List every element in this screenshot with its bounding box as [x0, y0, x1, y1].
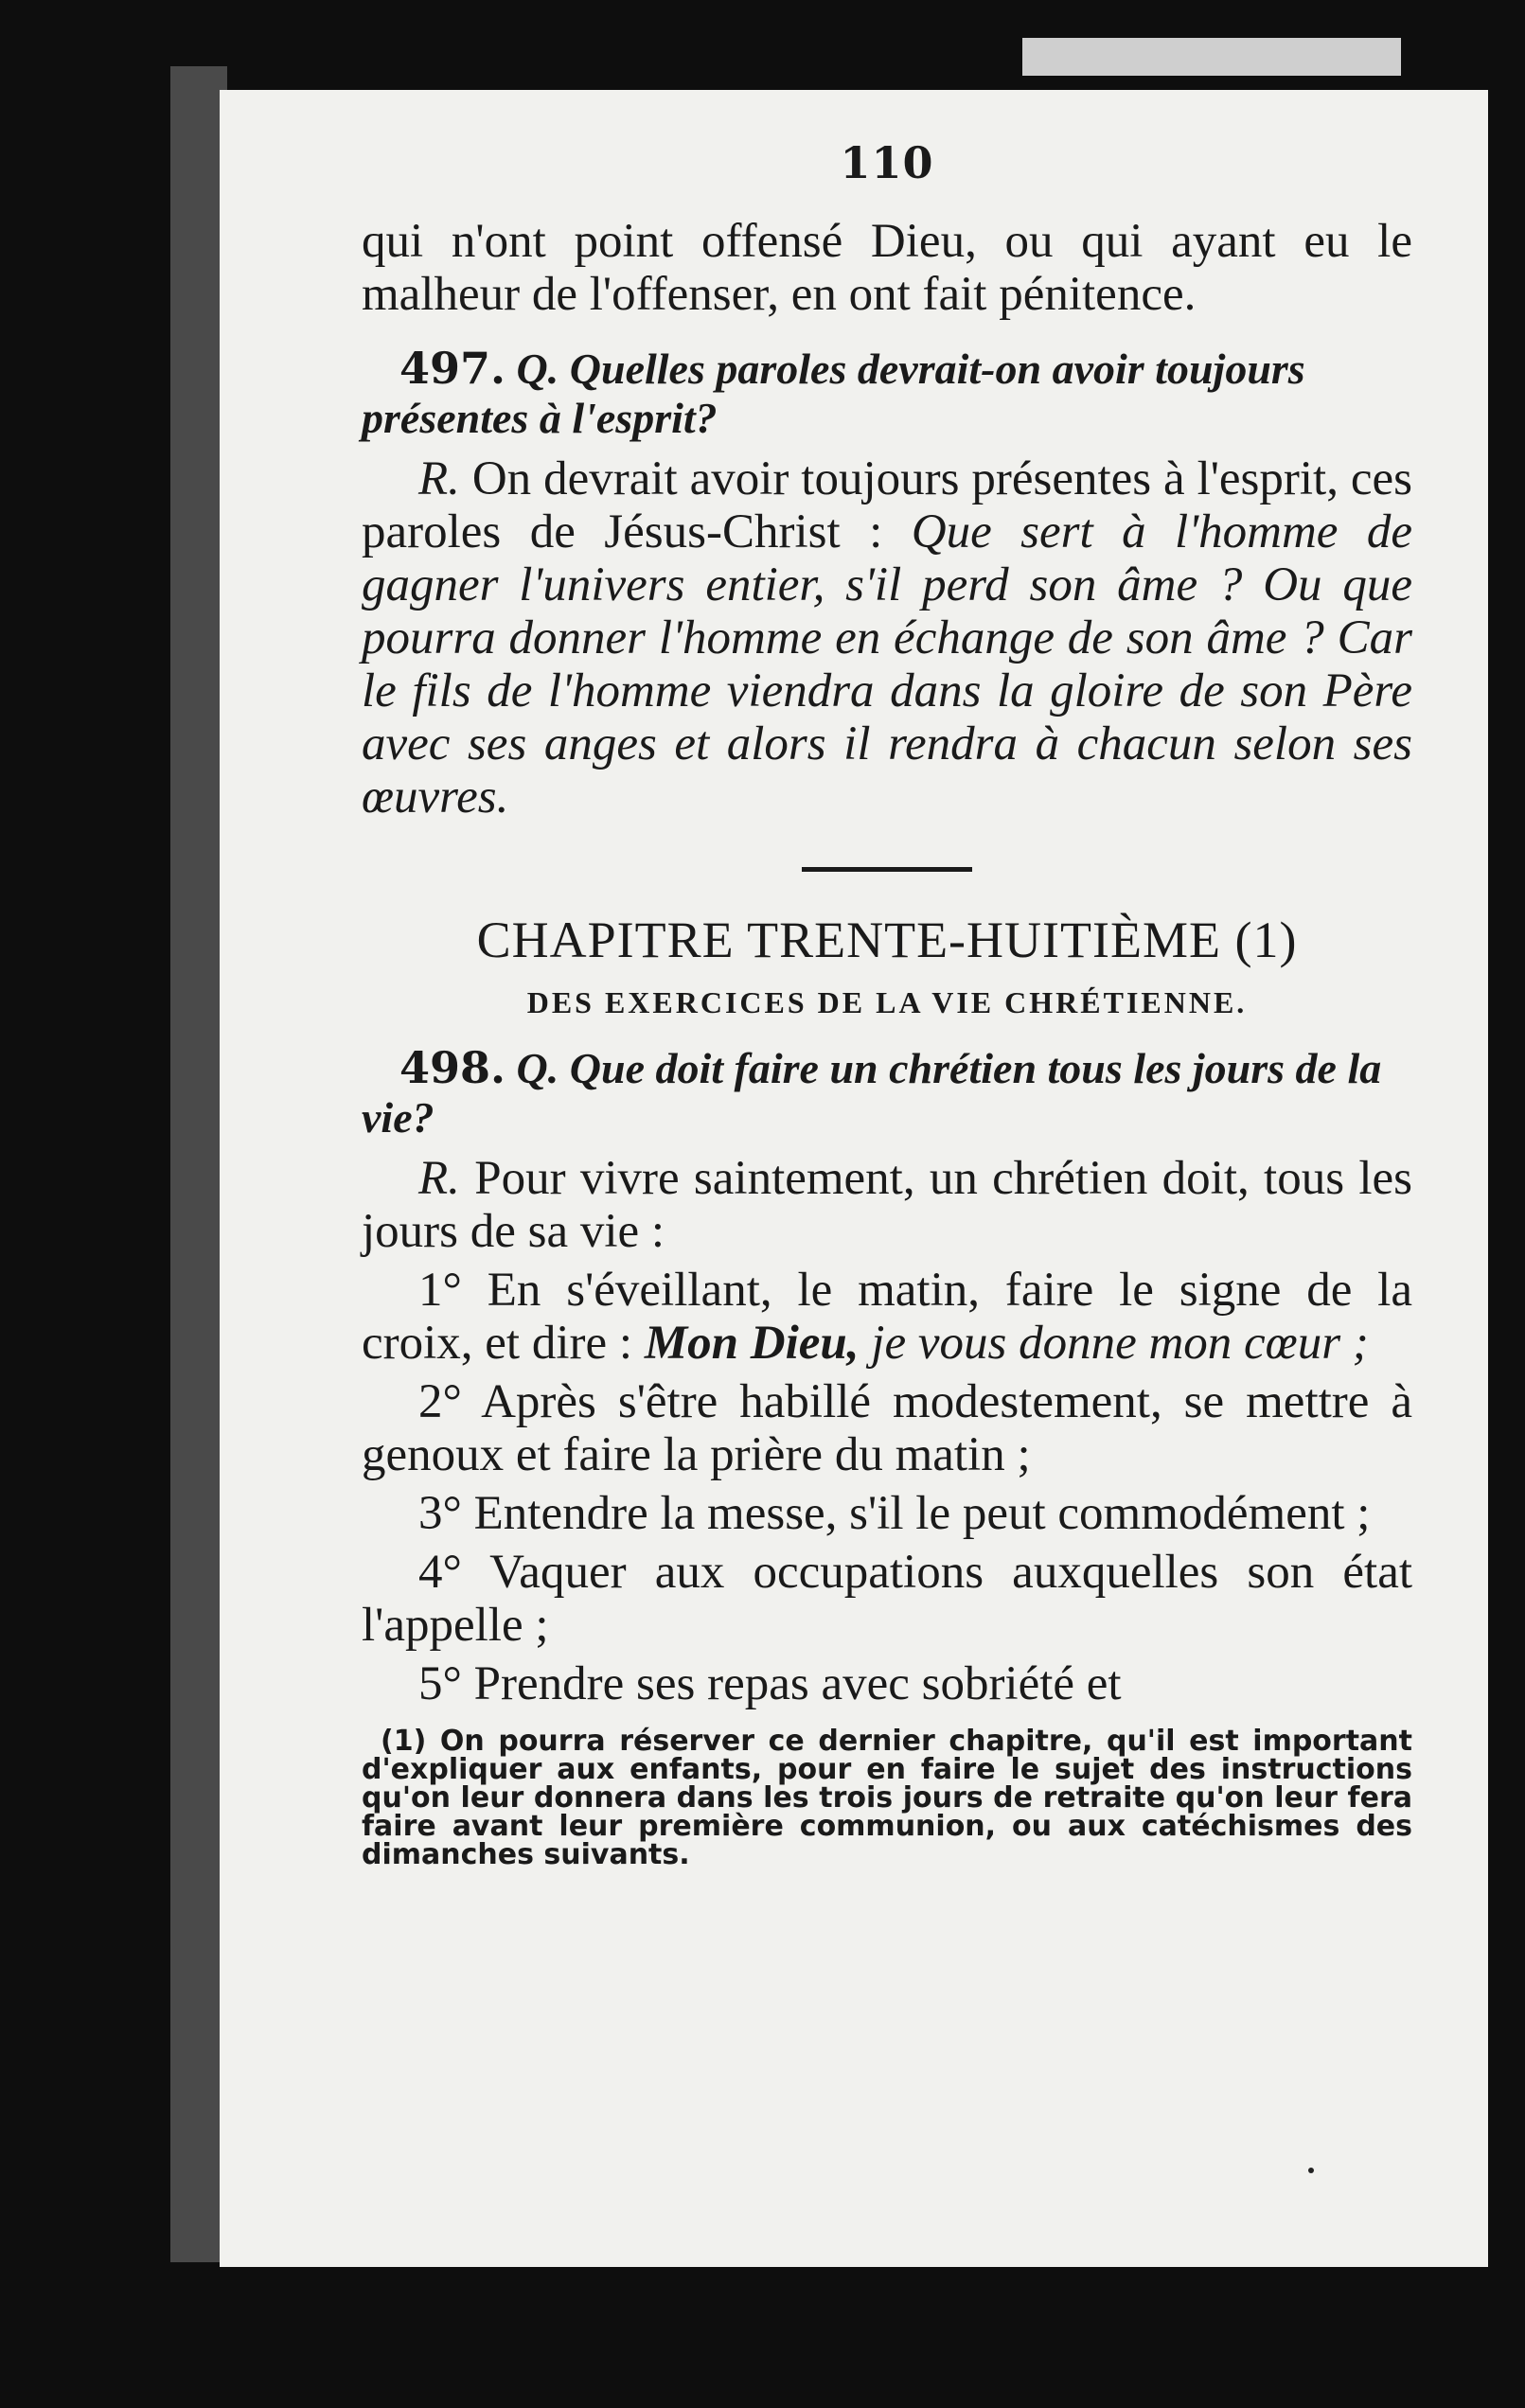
item-marker: 2°	[418, 1375, 462, 1428]
question-number: 498.	[399, 1042, 506, 1093]
list-item	[362, 1487, 1412, 1540]
item-text: Prendre ses repas avec sobriété et	[473, 1657, 1122, 1710]
footnote: (1) On pourra réserver ce dernier chapitre, qu'il est important d'expliquer aux enfants, pour en faire le sujet des instructions qu'on leur donnera dans les trois jours de retraite qu'on leur fera faire avant leur première communion, ou aux catéchismes des dimanches suivants.	[362, 1725, 1412, 1871]
question-text: Que doit faire un chrétien tous les jours de la vie?	[362, 1044, 1382, 1142]
answer-498	[362, 1152, 1412, 1258]
page-number: 110	[840, 137, 934, 188]
answer-label: R.	[418, 1152, 460, 1205]
page-content	[362, 137, 1412, 1869]
list-item	[362, 1375, 1412, 1481]
item-text: Après s'être habillé modestement, se mettre à genoux et faire la prière du matin ;	[362, 1375, 1413, 1481]
item-text: Entendre la messe, s'il le peut commodément ;	[473, 1487, 1371, 1540]
book-top-edge	[1022, 38, 1401, 76]
item-quote: je vous donne mon cœur ;	[871, 1317, 1369, 1370]
question-label: Q.	[516, 1044, 559, 1092]
list-item	[362, 1264, 1412, 1370]
item-text: En s'éveillant, le matin, faire le signe de la croix, et dire :	[362, 1264, 1412, 1370]
section-divider	[802, 867, 972, 872]
answer-quote: Que sert à l'homme de gagner l'univers entier, s'il perd son âme ? Ou que pourra donner l'homme en échange de son âme ? Car le fils de l'homme viendra dans la gloire de son Père avec ses anges et alors il rendra à chacun selon ses œuvres.	[362, 505, 1413, 823]
book-page	[220, 90, 1488, 2267]
list-item	[362, 1546, 1412, 1652]
answer-intro: On devrait avoir toujours présentes à l'esprit, ces paroles de Jésus-Christ :	[362, 452, 1413, 558]
continuation-paragraph: qui n'ont point offensé Dieu, ou qui ayant eu le malheur de l'offenser, en ont fait pénitence.	[362, 215, 1412, 321]
answer-label: R.	[418, 452, 460, 505]
question-number: 497.	[399, 343, 506, 394]
chapter-subtitle: DES EXERCICES DE LA VIE CHRÉTIENNE.	[526, 985, 1248, 1019]
answer-497	[362, 452, 1412, 823]
item-marker: 3°	[418, 1487, 462, 1540]
item-text: Vaquer aux occupations auxquelles son état l'appelle ;	[362, 1546, 1412, 1652]
question-498	[362, 1043, 1412, 1142]
book-edge-shadow	[170, 66, 227, 2262]
question-497	[362, 344, 1412, 443]
item-marker: 5°	[418, 1657, 462, 1710]
print-speck	[1308, 2168, 1314, 2173]
item-marker: 4°	[418, 1546, 462, 1599]
list-item	[362, 1657, 1412, 1710]
question-text: Quelles paroles devrait-on avoir toujours présentes à l'esprit?	[362, 345, 1305, 442]
item-quote-emphasis: Mon Dieu,	[644, 1317, 860, 1370]
answer-intro: Pour vivre saintement, un chrétien doit, tous les jours de sa vie :	[362, 1152, 1413, 1258]
item-marker: 1°	[418, 1264, 462, 1317]
question-label: Q.	[516, 345, 559, 393]
chapter-title: CHAPITRE TRENTE-HUITIÈME (1)	[476, 912, 1298, 968]
